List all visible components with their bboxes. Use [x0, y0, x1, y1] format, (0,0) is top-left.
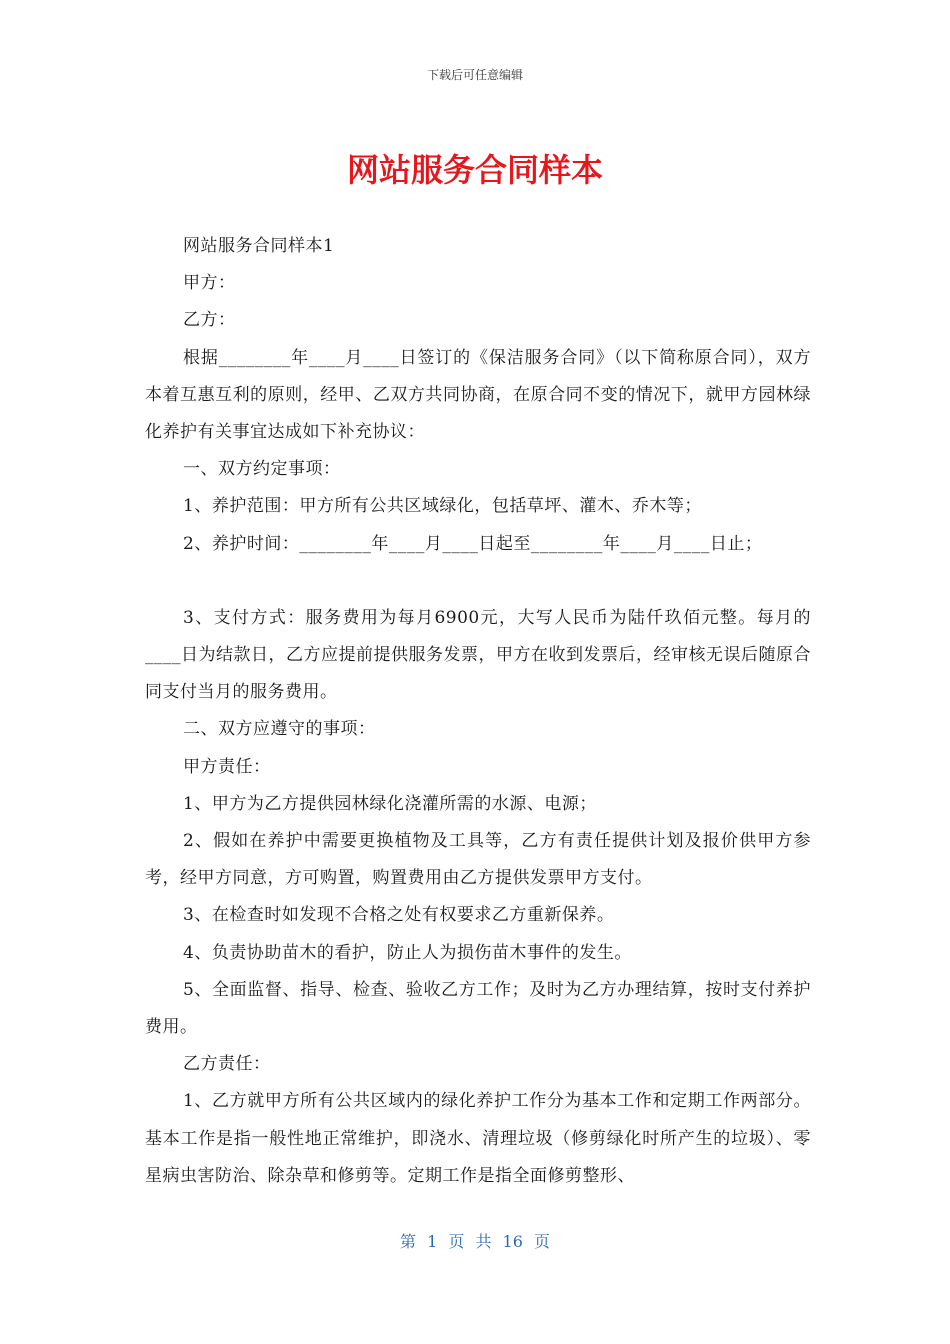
paragraph-party-a-duties-heading: 甲方责任：: [183, 756, 271, 777]
paragraph-maintenance-period: 2、养护时间：________年____月____日起至________年____月____日止；: [183, 533, 763, 554]
page-label-prefix: 第: [399, 1232, 416, 1251]
paragraph-party-b: 乙方：: [183, 310, 236, 331]
current-page-number: 1: [427, 1232, 438, 1251]
paragraph-subtitle: 网站服务合同样本1: [183, 236, 335, 256]
total-page-count: 16: [502, 1232, 523, 1251]
document-title: 网站服务合同样本: [346, 151, 603, 189]
paragraph-party-a-duty-4: 4、负责协助苗木的看护，防止人为损伤苗木事件的发生。: [183, 942, 632, 963]
paragraph-section-2-heading: 二、双方应遵守的事项：: [183, 719, 376, 740]
page-footer: [0, 1229, 950, 1252]
paragraph-party-a-duty-1: 1、甲方为乙方提供园林绿化浇灌所需的水源、电源；: [183, 793, 597, 814]
paragraph-party-a: 甲方：: [183, 273, 236, 294]
paragraph-section-1-heading: 一、双方约定事项：: [183, 459, 341, 480]
page-label-mid: 页 共: [448, 1232, 492, 1251]
paragraph-party-a-duty-5: 5、全面监督、指导、检查、验收乙方工作；及时为乙方办理结算，按时支付养护费用。: [145, 979, 811, 1038]
paragraph-party-b-duties-heading: 乙方责任：: [183, 1054, 271, 1075]
paragraph-party-a-duty-2: 2、假如在养护中需要更换植物及工具等，乙方有责任提供计划及报价供甲方参考，经甲方同意，方可购置，购置费用由乙方提供发票甲方支付。: [145, 831, 811, 889]
paragraph-party-a-duty-3: 3、在检查时如发现不合格之处有权要求乙方重新保养。: [183, 905, 615, 926]
document-body: [145, 228, 811, 1195]
paragraph-party-b-duty-1: 1、乙方就甲方所有公共区域内的绿化养护工作分为基本工作和定期工作两部分。基本工作是指一般性地正常维护，即浇水、清理垃圾（修剪绿化时所产生的垃圾）、零星病虫害防治、除杂草和修剪等。定期工作是指全面修剪整形、: [145, 1091, 811, 1186]
header-note: 下载后可任意编辑: [426, 68, 523, 82]
paragraph-preamble: 根据________年____月____日签订的《保洁服务合同》（以下简称原合同），双方本着互惠互利的原则，经甲、乙双方共同协商，在原合同不变的情况下，就甲方园林绿化养护有关事宜达成如下补充协议：: [145, 347, 811, 443]
paragraph-maintenance-scope: 1、养护范围：甲方所有公共区域绿化，包括草坪、灌木、乔木等；: [183, 496, 702, 517]
page-label-suffix: 页: [534, 1232, 551, 1251]
paragraph-payment-method: 3、支付方式：服务费用为每月6900元，大写人民币为陆仟玖佰元整。每月的____日为结款日，乙方应提前提供服务发票，甲方在收到发票后，经审核无误后随原合同支付当月的服务费用。: [145, 607, 811, 703]
